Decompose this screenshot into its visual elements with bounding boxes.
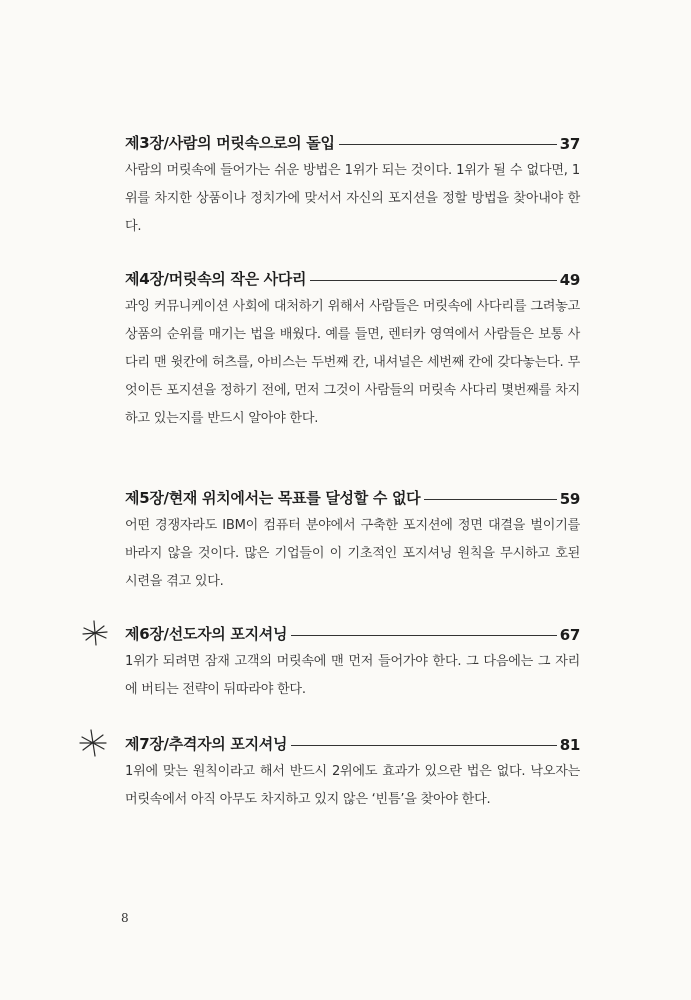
chapter-heading <box>125 728 580 754</box>
dot-leader <box>291 635 557 636</box>
chapter-page-number: 59 <box>559 490 580 508</box>
chapter-title: 제4장/머릿속의 작은 사다리 <box>125 270 307 288</box>
asterisk-mark-icon <box>80 618 110 648</box>
chapter-title: 제7장/추격자의 포지셔닝 <box>125 735 288 753</box>
chapter-title: 제5장/현재 위치에서는 목표를 달성할 수 없다 <box>125 489 421 507</box>
chapter-page-number: 37 <box>559 135 580 153</box>
chapter-summary: 1위에 맞는 원칙이라고 해서 반드시 2위에도 효과가 있으란 법은 없다. 낙오자는 머릿속에서 아직 아무도 차지하고 있지 않은 ‘빈틈’을 찾아야 한다. <box>125 764 580 807</box>
chapter-summary: 사람의 머릿속에 들어가는 쉬운 방법은 1위가 되는 것이다. 1위가 될 수 없다면, 1위를 차지한 상품이나 정치가에 맞서서 자신의 포지션을 정할 방법을 찾아내야 한다. <box>125 163 580 234</box>
chapter-heading <box>125 482 580 508</box>
chapter-title: 제3장/사람의 머릿속으로의 돌입 <box>125 134 335 152</box>
dot-leader <box>291 745 557 746</box>
chapter-heading <box>125 618 580 644</box>
chapter-page-number: 49 <box>559 271 580 289</box>
chapter-page-number: 67 <box>559 626 580 644</box>
toc-entry-chapter-3 <box>125 127 580 241</box>
chapter-summary: 1위가 되려면 잠재 고객의 머릿속에 맨 먼저 들어가야 한다. 그 다음에는 그 자리에 버티는 전략이 뒤따라야 한다. <box>125 654 580 697</box>
dot-leader <box>310 280 556 281</box>
chapter-title: 제6장/선도자의 포지셔닝 <box>125 625 288 643</box>
chapter-heading <box>125 263 580 289</box>
chapter-summary: 과잉 커뮤니케이션 사회에 대처하기 위해서 사람들은 머릿속에 사다리를 그려놓고 상품의 순위를 매기는 법을 배웠다. 예를 들면, 렌터카 영역에서 사람들은 보통 사다리 맨 윗칸에 허츠를, 아비스는 두번째 칸, 내셔널은 세번째 칸에 갖다놓는다. 무엇이든 포지션을 정하기 전에, 먼저 그것이 사람들의 머릿속 사다리 몇번째를 차지하고 있는지를 반드시 알아야 한다. <box>125 299 580 426</box>
chapter-heading <box>125 127 580 153</box>
chapter-page-number: 81 <box>559 736 580 754</box>
dot-leader <box>424 499 556 500</box>
toc-entry-chapter-6 <box>125 618 580 704</box>
toc-entry-chapter-5 <box>125 482 580 596</box>
asterisk-mark-icon <box>78 728 108 758</box>
toc-entry-chapter-7 <box>125 728 580 814</box>
chapter-summary: 어떤 경쟁자라도 IBM이 컴퓨터 분야에서 구축한 포지션에 정면 대결을 벌이기를 바라지 않을 것이다. 많은 기업들이 이 기초적인 포지셔닝 원칙을 무시하고 호된 시련을 겪고 있다. <box>125 518 580 589</box>
page-number-footer: 8 <box>121 911 129 925</box>
toc-entry-chapter-4 <box>125 263 580 433</box>
dot-leader <box>339 144 557 145</box>
